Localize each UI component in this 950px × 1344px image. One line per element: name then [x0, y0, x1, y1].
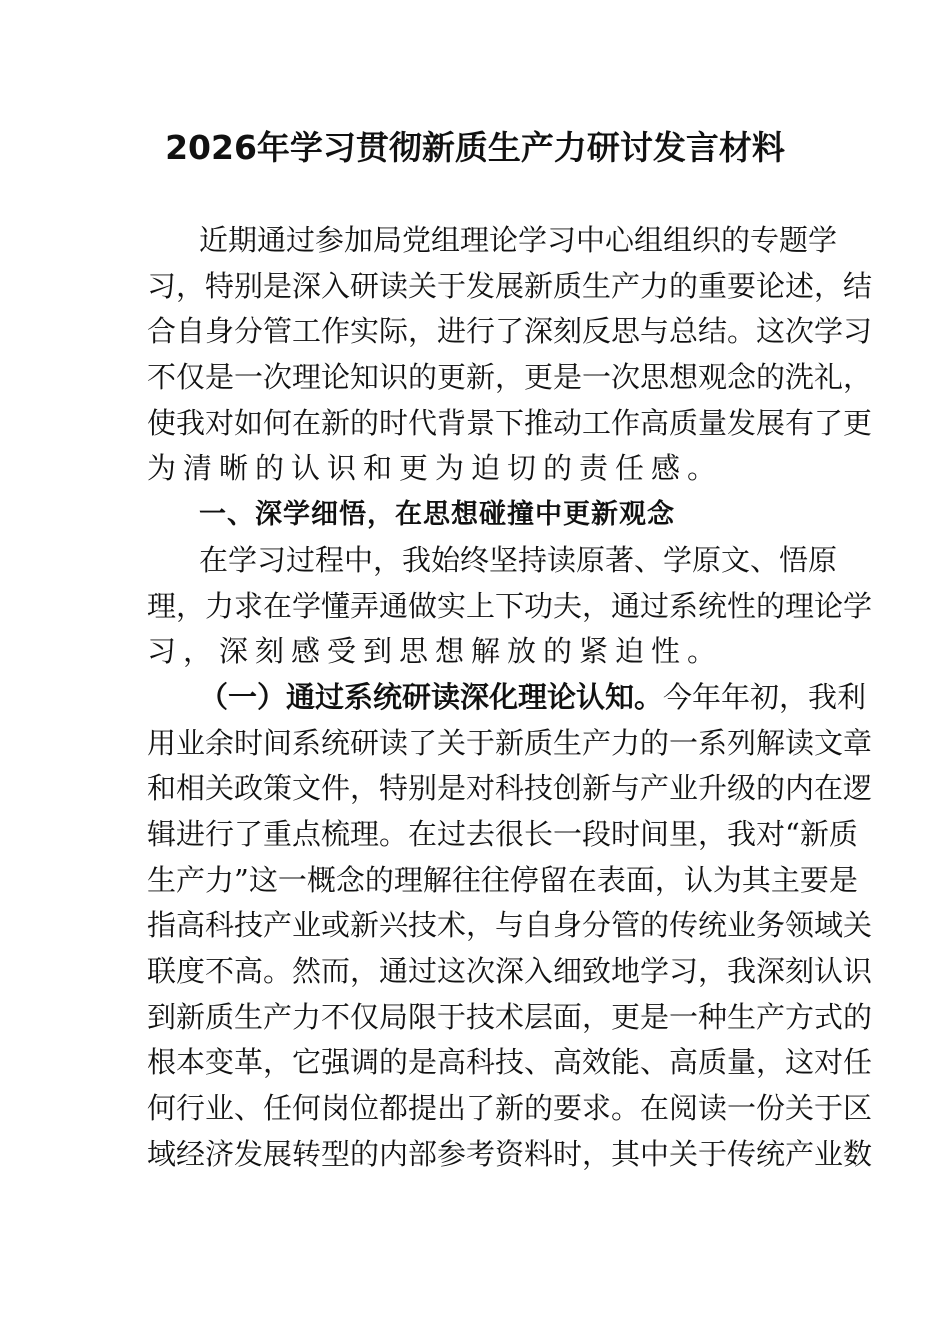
text-line: 联度不高。然而，通过这次深入细致地学习，我深刻认识 — [147, 954, 873, 988]
document-body — [147, 218, 873, 1177]
text-line: 何行业、任何岗位都提出了新的要求。在阅读一份关于区 — [147, 1091, 873, 1126]
text-line: 使我对如何在新的时代背景下推动工作高质量发展有了更 — [147, 405, 873, 440]
text-line — [147, 675, 867, 721]
text-line: 和相关政策文件，特别是对科技创新与产业升级的内在逻 — [147, 771, 873, 806]
document-title: 2026年学习贯彻新质生产力研讨发言材料 — [165, 128, 785, 167]
text-line: 习，深刻感受到思想解放的紧迫性。 — [147, 634, 724, 669]
paragraph-subsection-1 — [147, 675, 873, 1178]
text-line: 不仅是一次理论知识的更新，更是一次思想观念的洗礼， — [147, 360, 873, 395]
text-line: 根本变革，它强调的是高科技、高效能、高质量，这对任 — [147, 1045, 873, 1080]
text-line: 用业余时间系统研读了关于新质生产力的一系列解读文章 — [147, 725, 873, 760]
paragraph-intro — [147, 218, 873, 492]
text-line: 为清晰的认识和更为迫切的责任感。 — [147, 451, 724, 486]
text-line: 生产力”这一概念的理解往往停留在表面，认为其主要是 — [147, 862, 858, 897]
paragraph-section-intro — [147, 538, 873, 675]
section-heading: 一、深学细悟，在思想碰撞中更新观念 — [199, 499, 675, 531]
text-span: 今年年初，我利 — [663, 679, 867, 714]
text-line: 指高科技产业或新兴技术，与自身分管的传统业务领域关 — [147, 908, 873, 943]
text-line: 在学习过程中，我始终坚持读原著、学原文、悟原 — [199, 542, 838, 577]
text-line: 习，特别是深入研读关于发展新质生产力的重要论述，结 — [147, 268, 873, 303]
text-line: 近期通过参加局党组理论学习中心组组织的专题学 — [199, 223, 838, 257]
text-line: 理，力求在学懂弄通做实上下功夫，通过系统性的理论学 — [147, 588, 873, 623]
text-line: 合自身分管工作实际，进行了深刻反思与总结。这次学习 — [147, 314, 873, 349]
text-line: 域经济发展转型的内部参考资料时，其中关于传统产业数 — [147, 1136, 873, 1171]
text-line: 到新质生产力不仅局限于技术层面，更是一种生产方式的 — [147, 999, 873, 1034]
subsection-lead: （一）通过系统研读深化理论认知。 — [199, 679, 664, 714]
text-line: 辑进行了重点梳理。在过去很长一段时间里，我对“新质 — [147, 816, 858, 851]
